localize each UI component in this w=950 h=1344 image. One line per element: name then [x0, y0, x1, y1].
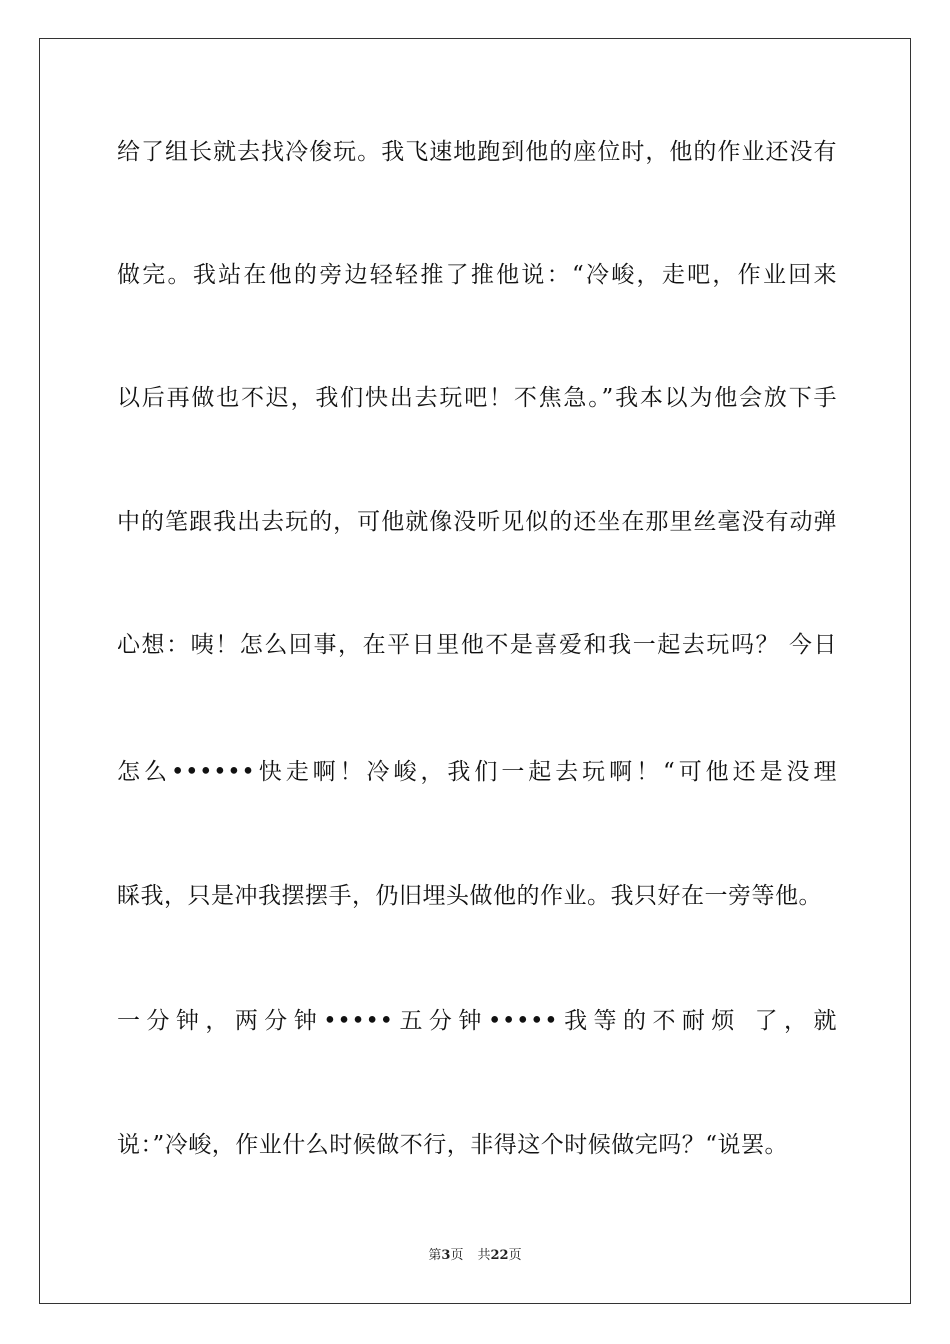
- page-number: 3: [441, 1248, 451, 1263]
- page-prefix: 第: [428, 1248, 442, 1263]
- page-footer: [0, 1247, 950, 1265]
- text-line: 心想：咦！怎么回事，在平日里他不是喜爱和我一起去玩吗？ 今日: [117, 632, 837, 658]
- text-line: 做完。我站在他的旁边轻轻推了推他说：“冷峻，走吧，作业回来: [117, 262, 837, 288]
- text-line: 给了组长就去找冷俊玩。我飞速地跑到他的座位时，他的作业还没有: [117, 139, 837, 165]
- text-line: 以后再做也不迟，我们快出去玩吧！不焦急。”我本以为他会放下手: [117, 385, 837, 411]
- total-suffix: 页: [508, 1248, 522, 1263]
- text-line: 中的笔跟我出去玩的，可他就像没听见似的还坐在那里丝毫没有动弹: [117, 509, 837, 535]
- total-pages: 22: [490, 1248, 509, 1263]
- page-suffix: 页: [450, 1248, 464, 1263]
- text-line: 睬我，只是冲我摆摆手，仍旧埋头做他的作业。我只好在一旁等他。: [117, 883, 822, 909]
- total-prefix: 共: [477, 1248, 491, 1263]
- text-line: 怎么••••••快走啊！冷峻，我们一起去玩啊！“可他还是没理: [117, 759, 837, 785]
- page-border: [39, 38, 911, 1304]
- text-line: 说：”冷峻，作业什么时候做不行，非得这个时候做完吗？“说罢。: [117, 1132, 789, 1158]
- text-line: 一分钟，两分钟•••••五分钟•••••我等的不耐烦 了，就: [117, 1008, 837, 1034]
